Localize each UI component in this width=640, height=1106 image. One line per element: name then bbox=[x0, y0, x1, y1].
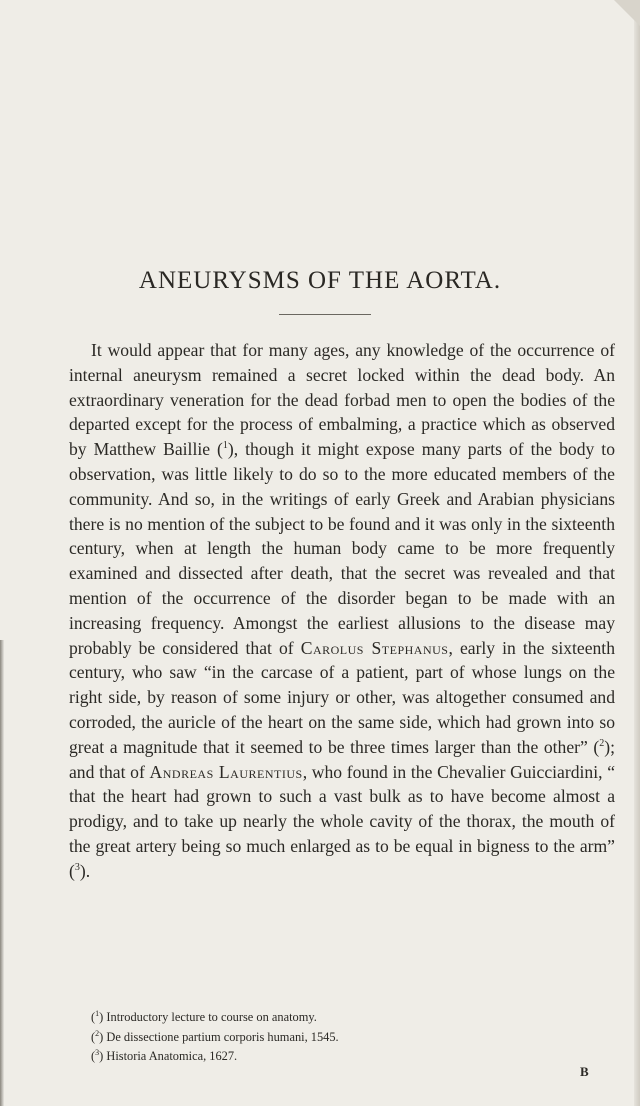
page-edge-shadow-right bbox=[634, 0, 640, 1106]
title-divider-rule bbox=[279, 314, 371, 315]
footnote-ref: 2 bbox=[599, 737, 605, 749]
body-paragraph bbox=[69, 338, 615, 884]
paragraph-text: ). bbox=[79, 860, 91, 881]
paragraph-text: ); and that of bbox=[69, 736, 615, 782]
footnote-text: Historia Anatomica, 1627. bbox=[106, 1049, 238, 1063]
footnote-ref: 1 bbox=[222, 440, 228, 452]
footnote-ref: 3 bbox=[74, 861, 80, 873]
paragraph-text: , early in the sixteenth century, who saw “in the carcase of a patient, part of whose lungs on the right side, by reason of some injury or other, was altogether consumed and corroded, the auricle of the heart on the same side, which had grown into so great a magnitude that it seemed to be three times larger than the other” ( bbox=[69, 637, 615, 757]
page-edge-shadow-left bbox=[0, 640, 4, 1106]
footnote-text: Introductory lecture to course on anatomy. bbox=[106, 1010, 317, 1024]
footnote-marker: 1 bbox=[95, 1008, 100, 1018]
paragraph-text: , who found in the Chevalier Guicciardini, “ that the heart had grown to such a vast bulk as to have become almost a prodigy, and to take up nearly the whole cavity of the thorax, the mouth of the great artery being so much enlarged as to be equal in bigness to the arm” ( bbox=[69, 761, 616, 881]
footnote-marker: 2 bbox=[95, 1028, 100, 1038]
footnote: ($^1$) Introductory lecture to course on anatomy. bbox=[91, 1008, 317, 1024]
person-name: Carolus Stephanus bbox=[300, 637, 449, 658]
footnotes bbox=[91, 1008, 611, 1067]
chapter-title: ANEURYSMS OF THE AORTA. bbox=[138, 267, 502, 294]
footnote-marker: 3 bbox=[95, 1047, 100, 1057]
footnote: ($^2$) De dissectione partium corporis humani, 1545. bbox=[91, 1028, 339, 1044]
paragraph-text: ), though it might expose many parts of the body to observation, was little likely to do so to the more educated members of the community. And so, in the writings of early Greek and Arabian physicians there is no mention of the subject to be found and it was only in the sixteenth century, when at length the human body came to be more frequently examined and dissected after death, that the secret was revealed and that mention of the occurrence of the disorder began to be made with an increasing frequency. Amongst the earliest allusions to the disease may probably be considered that of bbox=[69, 439, 615, 658]
footnote: ($^3$) Historia Anatomica, 1627. bbox=[91, 1047, 238, 1063]
signature-mark: B bbox=[580, 1064, 589, 1079]
person-name: Andreas Laurentius bbox=[149, 761, 303, 782]
footnote-text: De dissectione partium corporis humani, 1545. bbox=[106, 1029, 339, 1044]
paragraph-text: It would appear that for many ages, any knowledge of the occurrence of internal aneurysm remained a secret locked within the dead body. An extraordinary veneration for the dead forbad men to open the bodies of the departed except for the process of embalming, a practice which as observed by Matthew Baillie ( bbox=[69, 340, 615, 460]
page-corner-fold bbox=[614, 0, 640, 26]
